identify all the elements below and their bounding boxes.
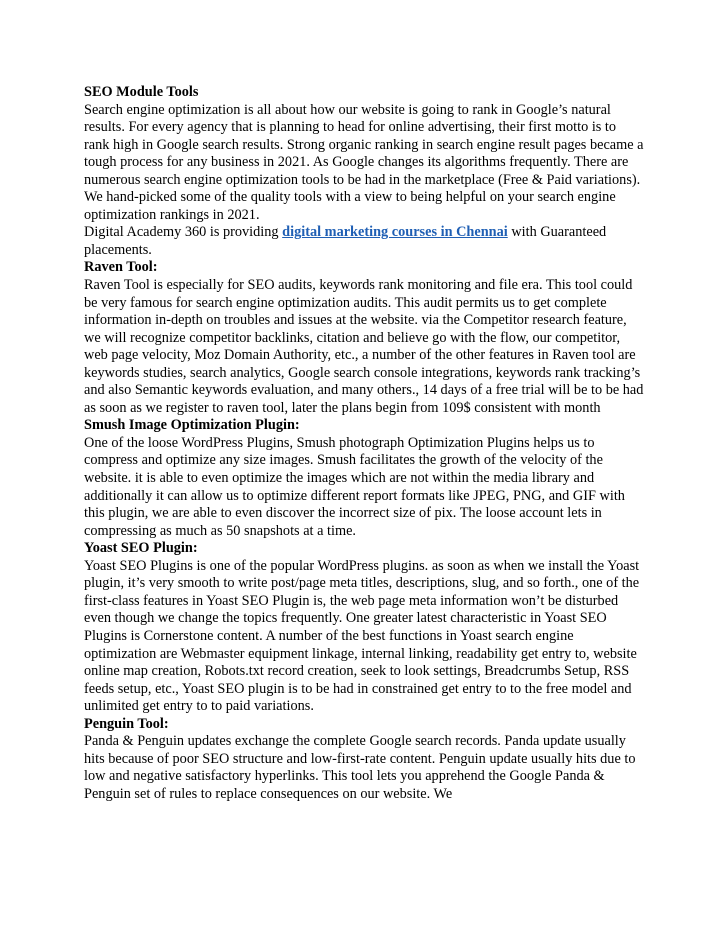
section-heading-penguin-tool: Penguin Tool: <box>84 715 169 732</box>
section-heading-yoast-plugin: Yoast SEO Plugin: <box>84 540 198 557</box>
paragraph-seo-intro: Search engine optimization is all about how our website is going to rank in Google’s natural results. For every agency that is planning to head for online advertising, their first motto is to rank high in Google search results. Strong organic ranking in search engine result pages became a tough process for any business in 2021. As Google changes its algorithms frequently. There are numerous search engine optimization tools to be had in the marketplace (Free & Paid variations). We hand-picked some of the quality tools with a view to being helpful on your search engine optimization rankings in 2021. <box>84 101 644 223</box>
promo-paragraph <box>84 224 644 259</box>
document-page <box>84 84 644 803</box>
promo-text-before: Digital Academy 360 is providing <box>84 224 283 241</box>
digital-marketing-courses-link[interactable]: digital marketing courses in Chennai <box>282 224 508 241</box>
paragraph-penguin-tool: Panda & Penguin updates exchange the complete Google search records. Panda update usually hits because of poor SEO structure and low-first-rate content. Penguin update usually hits due to low and negative satisfactory hyperlinks. This tool lets you apprehend the Google Panda & Penguin set of rules to replace consequences on our website. We <box>84 733 636 802</box>
section-heading-seo-module-tools: SEO Module Tools <box>84 84 199 100</box>
section-heading-smush-plugin: Smush Image Optimization Plugin: <box>84 417 300 434</box>
section-heading-raven-tool: Raven Tool: <box>84 259 158 276</box>
paragraph-smush-plugin: One of the loose WordPress Plugins, Smush photograph Optimization Plugins helps us to compress and optimize any size images. Smush facilitates the growth of the velocity of the website. it is able to even optimize the images which are not within the media library and additionally it can allow us to optimize different report formats like JPEG, PNG, and GIF with this plugin, we are able to even discover the incorrect size of pix. The loose account lets in compressing as much as 50 snapshots at a time. <box>84 434 625 539</box>
paragraph-raven-tool: Raven Tool is especially for SEO audits, keywords rank monitoring and file era. This tool could be very famous for search engine optimization audits. This audit permits us to get complete information in-depth on troubles and issues at the website. via the Competitor research feature, we will recognize competitor backlinks, citation and believe go with the flow, our competitor, web page velocity, Moz Domain Authority, etc., a number of the other features in Raven tool are keywords studies, search analytics, Google search console integrations, keywords rank tracking’s and also Semantic keywords evaluation, and many others., 14 days of a free trial will be to be had as soon as we register to raven tool, later the plans begin from 109$ consistent with month <box>84 277 644 416</box>
paragraph-yoast-plugin: Yoast SEO Plugins is one of the popular WordPress plugins. as soon as when we install the Yoast plugin, it’s very smooth to write post/page meta titles, descriptions, slug, and so forth., one of the first-class features in Yoast SEO Plugin is, the web page meta information won’t be disturbed even though we change the topics frequently. One greater latest characteristic in Yoast SEO Plugins is Cornerstone content. A number of the best functions in Yoast search engine optimization are Webmaster equipment linkage, internal linking, readability get entry to, website online map creation, Robots.txt record creation, seek to look settings, Breadcrumbs Setup, RSS feeds setup, etc., Yoast SEO plugin is to be had in constrained get entry to to the free model and unlimited get entry to to paid variations. <box>84 557 640 715</box>
promo-text-after: with Guaranteed placements. <box>84 224 607 258</box>
